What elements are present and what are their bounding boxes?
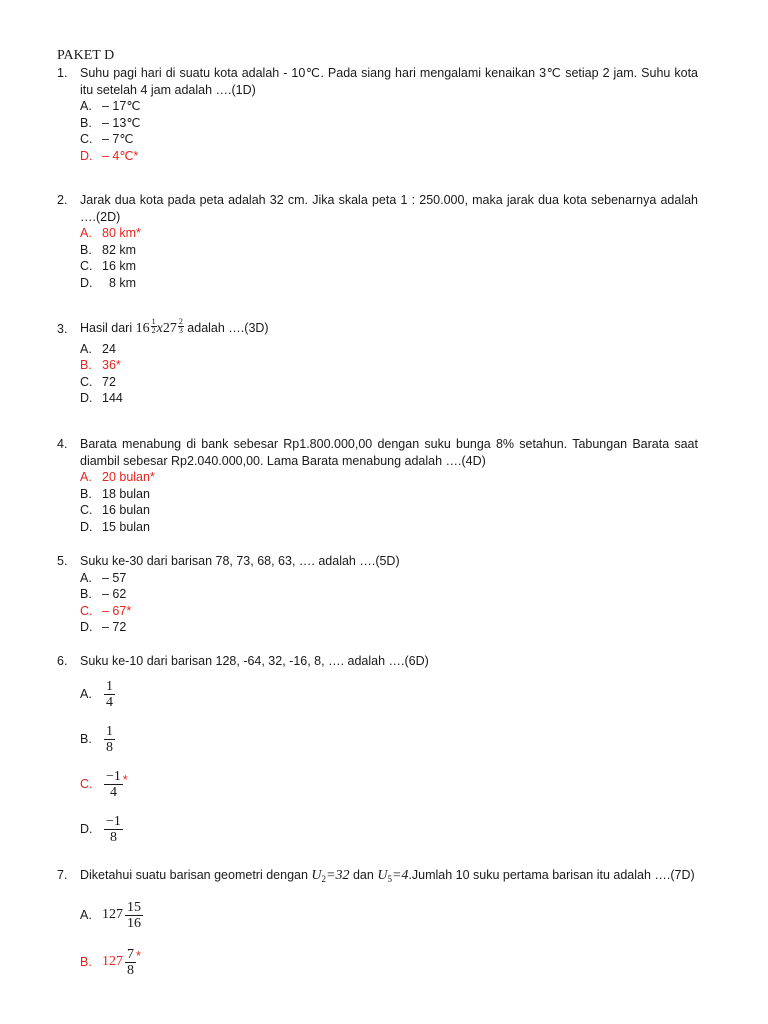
option-d <box>80 807 698 852</box>
u5-term: $U_5=4$ <box>377 868 409 884</box>
option-letter: A. <box>80 99 92 113</box>
question-text: Barata menabung di bank sebesar Rp1.800.000,00 dengan suku bunga 8% setahun. Tabungan Barata saat diambil sebesar Rp2.040.000,00. Lama Barata menabung adalah ….(4D) <box>80 437 698 468</box>
text-before: Hasil dari <box>80 321 133 335</box>
option-letter: B. <box>80 115 92 130</box>
option-c-correct <box>80 603 698 620</box>
question-text: Suhu pagi hari di suatu kota adalah - 10℃. Pada siang hari mengalami kenaikan 3℃ setiap 2 jam. Suhu kota itu setelah 4 jam adalah ….(1D) <box>80 66 698 97</box>
option-letter: D. <box>80 620 93 634</box>
question-number: 1. <box>57 66 68 80</box>
option-text: – 17℃ <box>102 99 141 113</box>
option-a <box>80 98 698 115</box>
option-a <box>80 891 698 940</box>
option-letter: B. <box>80 731 92 746</box>
option-text: 72 <box>102 374 116 389</box>
question-number: 2. <box>57 193 68 207</box>
option-text: – 4℃* <box>102 148 139 163</box>
question-text: Suku ke-30 dari barisan 78, 73, 68, 63, …. adalah ….(5D) <box>80 554 400 568</box>
option-text: 144 <box>102 391 123 405</box>
option-c <box>80 131 698 148</box>
fraction-minus-one-fourth: $\frac{-1}{4}$ <box>106 768 121 800</box>
option-b-correct <box>80 357 698 374</box>
option-c <box>80 258 698 275</box>
option-text: – 62 <box>102 587 127 601</box>
option-text: 16 km <box>102 259 137 273</box>
options <box>80 98 698 164</box>
option-letter: B. <box>80 242 92 257</box>
option-text: 36* <box>102 358 121 372</box>
fraction-minus-one-eighth: $\frac{-1}{8}$ <box>106 813 121 845</box>
mixed-number: 127 $\frac{7}{8}$ <box>102 946 134 978</box>
option-text: 20 bulan* <box>102 470 155 484</box>
option-a-correct <box>80 225 698 242</box>
question-number: 7. <box>57 868 68 882</box>
option-text: 24 <box>102 341 116 356</box>
fraction-one-fourth: $\frac{1}{4}$ <box>106 678 113 710</box>
option-d <box>80 275 698 292</box>
option-b <box>80 242 698 259</box>
option-b <box>80 486 698 503</box>
option-letter: D. <box>80 821 93 836</box>
options <box>80 570 698 636</box>
option-letter: C. <box>80 132 93 146</box>
option-letter: B. <box>80 587 92 601</box>
u2-term: $U_2=32$ <box>311 868 350 884</box>
option-b <box>80 586 698 603</box>
option-b-correct <box>80 940 698 985</box>
question-text: Diketahui suatu barisan geometri dengan $U_2=32$ dan $U_5=4.Jumlah$ 10 suku pertama barisan itu adalah ….(7D) <box>80 868 695 884</box>
option-text: – 13℃ <box>102 115 141 130</box>
option-letter: A. <box>80 226 92 240</box>
option-letter: C. <box>80 776 93 791</box>
option-d <box>80 619 698 636</box>
option-text: – 7℃ <box>102 132 134 146</box>
option-text: – 57 <box>102 570 127 585</box>
text-after: adalah ….(3D) <box>187 321 269 335</box>
option-letter: D. <box>80 519 93 534</box>
mixed-number: 127 $\frac{15}{16}$ <box>102 899 141 931</box>
options <box>80 225 698 291</box>
times-sign: x <box>156 321 163 336</box>
option-letter: C. <box>80 503 93 517</box>
option-letter: A. <box>80 470 92 484</box>
question-number: 5. <box>57 554 68 568</box>
option-d-correct <box>80 148 698 165</box>
options <box>80 672 698 852</box>
option-letter: B. <box>80 954 92 969</box>
question-number: 6. <box>57 654 68 668</box>
option-letter: A. <box>80 686 92 701</box>
base-27: 27 <box>162 321 177 336</box>
exponent-two-thirds: $\frac{2}{3}$ <box>178 317 183 335</box>
option-c <box>80 374 698 391</box>
correct-mark: * <box>122 772 128 787</box>
option-d <box>80 390 698 407</box>
question-3 <box>57 318 698 407</box>
question-1 <box>57 65 698 164</box>
option-d <box>80 519 698 536</box>
question-number: 3. <box>57 322 68 336</box>
fraction-one-eighth: $\frac{1}{8}$ <box>106 723 113 755</box>
option-letter: C. <box>80 603 93 618</box>
base-16: 16 <box>135 321 150 336</box>
option-c-correct <box>80 762 698 807</box>
option-text: – 72 <box>102 620 127 634</box>
options <box>80 891 698 985</box>
option-text: 8 km <box>102 275 137 290</box>
question-7 <box>57 867 698 985</box>
option-text: 18 bulan <box>102 486 150 501</box>
question-6 <box>57 653 698 852</box>
option-text: 15 bulan <box>102 519 150 534</box>
option-text: 16 bulan <box>102 503 150 517</box>
option-letter: D. <box>80 391 93 405</box>
option-text: 82 km <box>102 242 137 257</box>
option-letter: A. <box>80 570 92 585</box>
question-5 <box>57 553 698 636</box>
option-text: – 67* <box>102 603 132 618</box>
question-number: 4. <box>57 437 68 451</box>
option-letter: A. <box>80 907 92 922</box>
option-a <box>80 570 698 587</box>
option-letter: B. <box>80 358 92 372</box>
question-text: Suku ke-10 dari barisan 128, -64, 32, -16, 8, …. adalah ….(6D) <box>80 654 429 668</box>
power-expression <box>136 318 184 338</box>
question-4 <box>57 436 698 535</box>
option-letter: A. <box>80 341 92 356</box>
option-a-correct <box>80 469 698 486</box>
option-text: 80 km* <box>102 226 141 240</box>
question-text: Jarak dua kota pada peta adalah 32 cm. Jika skala peta 1 : 250.000, maka jarak dua kota sebenarnya adalah ….(2D) <box>80 193 698 224</box>
correct-mark: * <box>136 948 141 963</box>
option-a <box>80 672 698 717</box>
option-c <box>80 502 698 519</box>
exponent-half: $\frac{1}{2}$ <box>151 317 156 335</box>
question-2 <box>57 192 698 291</box>
options <box>80 469 698 535</box>
option-b <box>80 717 698 762</box>
option-b <box>80 115 698 132</box>
option-letter: C. <box>80 259 93 273</box>
option-a <box>80 341 698 358</box>
option-letter: D. <box>80 275 93 290</box>
options <box>80 341 698 407</box>
option-letter: B. <box>80 486 92 501</box>
paket-title: PAKET D <box>57 48 115 63</box>
question-text <box>80 318 698 338</box>
option-letter: D. <box>80 148 93 163</box>
option-letter: C. <box>80 374 93 389</box>
